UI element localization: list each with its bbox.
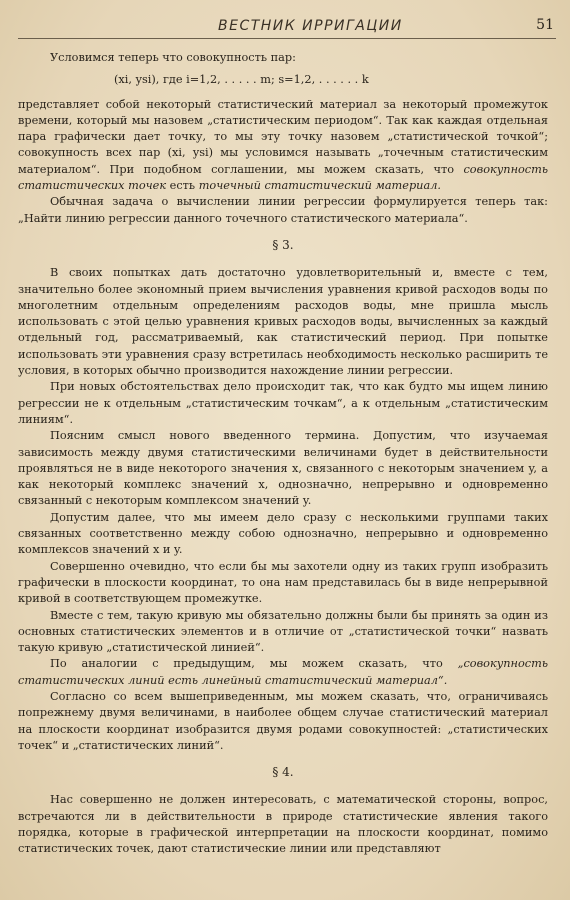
formula-pairs: (xi, ysi), где i=1,2, . . . . . m; s=1,2, . . . . . . k xyxy=(114,73,369,87)
paragraph-regression-task: Обычная задача о вычислении линии регрессии формулируется теперь так: „Найти линию регрессии данного точечного статистического материала“. xyxy=(18,195,548,225)
paragraph-statistical-point xyxy=(18,97,548,195)
paragraph-curve: Совершенно очевидно, что если бы мы захотели одну из таких групп изобразить графически в плоскости координат, то она нам представилась бы в виде непрерывной кривой в соответствующем промежутке. xyxy=(18,559,548,606)
section-heading-3: § 3. xyxy=(272,237,294,252)
journal-title: ВЕСТНИК ИРРИГАЦИИ xyxy=(218,18,403,34)
article-body xyxy=(18,50,548,858)
paragraph-groups: Допустим далее, что мы имеем дело сразу с несколькими группами таких связанных соответственно между собою однозначно, непрерывно и одновременно комплексов значений x и y. xyxy=(18,510,548,557)
paragraph-text: есть xyxy=(166,179,199,193)
paragraph-attempts: В своих попытках дать достаточно удовлетворительный и, вместе с тем, значительно более экономный прием вычисления уравнения кривой расходов воды по многолетним отдельным определениям расходов воды, мне пришла мысль использовать с этой целью уравнения кривых расходов воды, вычисленных за каждый отдельный год, рассматриваемый, как статистический период. При попытке использовать эти уравнения сразу встретилась необходимость несколько расширить те условия, в которых обычно производится нахождение линии регрессии. xyxy=(18,266,548,378)
paragraph-intro: Условимся теперь что совокупность пар: xyxy=(50,51,296,64)
paragraph-statistical-line: Вместе с тем, такую кривую мы обязательно должны были бы принять за один из основных статистических элементов и в отличие от „статистической точки“ назвать такую кривую „статистической линией“. xyxy=(18,608,548,655)
paragraph-analogy xyxy=(18,656,548,689)
paragraph-new-term: Поясним смысл нового введенного термина. Допустим, что изучаемая зависимость между двумя статистическими величинами будет в действительности проявляться не в виде некоторого значения x, связанного с некоторым значением y, а как некоторый комплекс значений x, однозначно, непрерывно и одновременно связанный с некоторым комплексом значений y. xyxy=(18,429,548,508)
paragraph-summary: Согласно со всем вышеприведенным, мы можем сказать, что, ограничиваясь попрежнему двумя величинами, в наиболее общем случае статистический материал на плоскости координат изобразится двумя родами совокупностей: „статистических точек“ и „статистических линий“. xyxy=(18,689,548,752)
paragraph-text: представляет собой некоторый статистический материал за некоторый промежуток времени, который мы назовем „статистическим периодом“. Так как каждая отдельная пара графически дает точку, то мы эту точку назовем „статистической точкой“; совокупность всех пар (xi, ysi) мы условимся называть „точечным статистическим материалом“. При подобном соглашении, мы можем сказать, что xyxy=(18,97,548,176)
paragraph-new-circumstances: При новых обстоятельствах дело происходит так, что как будто мы ищем линию регрессии не к отдельным „статистическим точкам“, а к отдельным „статистическим линиям“. xyxy=(18,380,548,426)
paragraph-text: По аналогии с предыдущим, мы можем сказать, что xyxy=(50,657,458,671)
paragraph-math-question: Нас совершенно не должен интересовать, с математической стороны, вопрос, встречаются ли в действительности в природе статистические явления такого порядка, которые в графической интерпретации на плоскости координат, помимо статистических точек, дают статистические линии или представляют xyxy=(18,793,548,856)
emphasis-text: точечный статистический материал. xyxy=(198,179,441,193)
page-number: 51 xyxy=(536,17,554,33)
emphasis-text: совокупность статистических точек xyxy=(18,162,548,193)
page-header xyxy=(18,14,556,39)
section-heading-4: § 4. xyxy=(272,765,294,780)
emphasis-text: „совокупность статистических линий есть линейный статистический материал“. xyxy=(18,657,548,687)
